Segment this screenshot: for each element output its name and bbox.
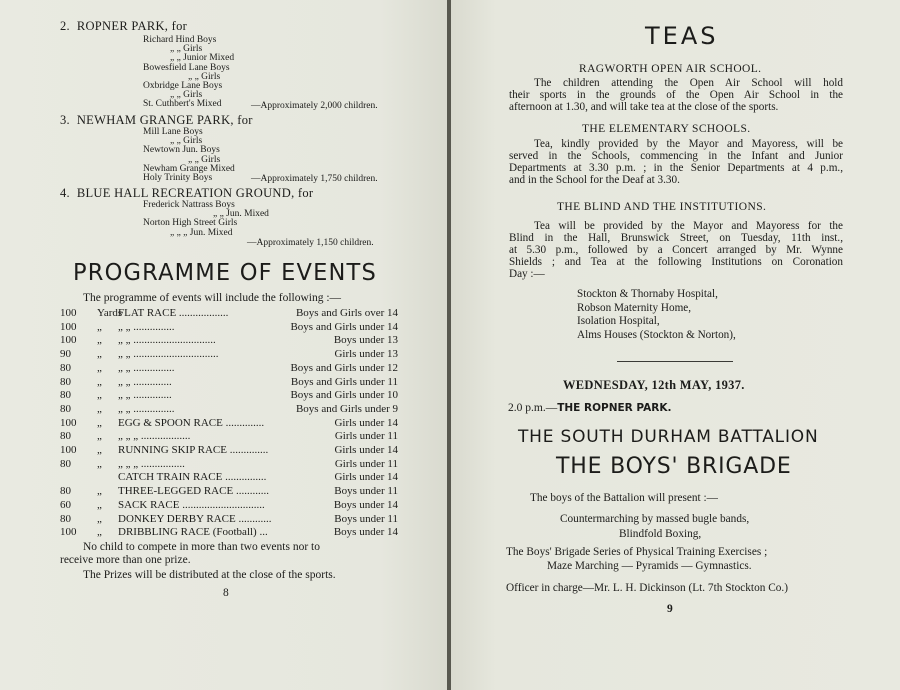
right-page bbox=[451, 0, 900, 690]
leader-dots: ............... bbox=[133, 361, 175, 374]
event-category: Boys and Girls under 12 bbox=[290, 361, 398, 374]
page-number: 8 bbox=[223, 587, 229, 599]
leader-dots: ............... bbox=[133, 402, 175, 415]
event-unit: Yards bbox=[97, 307, 123, 319]
page-number: 9 bbox=[667, 603, 673, 615]
event-distance: 100 bbox=[60, 526, 77, 539]
event-row bbox=[60, 403, 398, 417]
event-category: Boys and Girls over 14 bbox=[295, 307, 398, 319]
event-row bbox=[60, 307, 398, 321]
school-list: Richard Hind Boys „ „ Girls „ „ Junior Mixed Bowesfield Lane Boys „ „ Girls Oxbridge Lane Boys „ „ Girls St. Cuthbert's Mixed bbox=[143, 35, 235, 110]
section-text: The children attending the Open Air School will hold their sports in the grounds of the Open Air School in the afternoon at 1.30, and will take tea at the close of the sports. bbox=[509, 77, 843, 113]
leader-dots: .............. bbox=[133, 375, 172, 388]
event-row bbox=[60, 348, 398, 362]
event-name-wrap bbox=[118, 321, 175, 334]
event-row bbox=[60, 376, 398, 390]
event-distance: 80 bbox=[60, 457, 71, 470]
leader-dots: .............. bbox=[133, 389, 172, 402]
leader-dots: ............... bbox=[133, 320, 175, 333]
event-row bbox=[60, 526, 398, 540]
event-category: Girls under 14 bbox=[334, 416, 398, 429]
park-heading: 4. BLUE HALL RECREATION GROUND, for bbox=[60, 186, 314, 200]
event-category: Boys and Girls under 10 bbox=[290, 389, 398, 402]
event-unit: „ bbox=[97, 348, 102, 361]
event-name-wrap bbox=[118, 458, 185, 471]
event-unit: „ bbox=[97, 402, 102, 415]
event-distance: 90 bbox=[60, 348, 71, 361]
event-row bbox=[60, 499, 398, 513]
event-name: „ „ bbox=[118, 375, 131, 388]
park-heading: 3. NEWHAM GRANGE PARK, for bbox=[60, 113, 253, 127]
event-name-wrap bbox=[118, 348, 219, 361]
event-distance: 100 bbox=[60, 307, 77, 319]
event-name: „ „ bbox=[118, 334, 131, 347]
approx-children: —Approximately 1,750 children. bbox=[251, 174, 378, 184]
leader-dots: ... bbox=[259, 526, 268, 539]
rule-note: No child to compete in more than two events nor to bbox=[83, 541, 320, 553]
leader-dots: .............. bbox=[229, 444, 269, 456]
leader-dots: .................. bbox=[178, 307, 229, 319]
event-unit: „ bbox=[97, 430, 102, 443]
event-name: „ „ „ bbox=[118, 430, 139, 443]
event-distance: 80 bbox=[60, 361, 71, 374]
event-distance: 100 bbox=[60, 334, 77, 347]
event-name: SACK RACE bbox=[118, 498, 180, 511]
event-category: Boys and Girls under 11 bbox=[290, 375, 398, 388]
programme-item: Blindfold Boxing, bbox=[619, 528, 702, 540]
event-category: Girls under 14 bbox=[334, 444, 398, 456]
programme-item: The Boys' Brigade Series of Physical Training Exercises ; bbox=[506, 546, 768, 558]
event-category: Boys under 11 bbox=[334, 485, 398, 498]
event-unit: „ bbox=[97, 485, 102, 498]
event-category: Girls under 13 bbox=[334, 348, 398, 361]
event-name-wrap bbox=[118, 526, 268, 539]
event-distance: 60 bbox=[60, 498, 71, 511]
event-unit: „ bbox=[97, 320, 102, 333]
event-row bbox=[60, 513, 398, 527]
event-name-wrap bbox=[118, 403, 175, 416]
event-unit: „ bbox=[97, 375, 102, 388]
programme-item: Countermarching by massed bugle bands, bbox=[560, 513, 750, 525]
event-time: 2.0 p.m.—THE ROPNER PARK. bbox=[508, 402, 672, 414]
event-unit: „ bbox=[97, 512, 102, 525]
event-name-wrap bbox=[118, 334, 216, 347]
officer-in-charge: Officer in charge—Mr. L. H. Dickinson (Lt. 7th Stockton Co.) bbox=[506, 582, 788, 594]
event-category: Boys under 14 bbox=[333, 498, 398, 511]
approx-children: —Approximately 2,000 children. bbox=[251, 100, 378, 111]
event-unit: „ bbox=[97, 389, 102, 402]
event-row bbox=[60, 321, 398, 335]
brigade-title: THE BOYS' BRIGADE bbox=[556, 454, 792, 479]
event-date: WEDNESDAY, 12th MAY, 1937. bbox=[563, 378, 745, 392]
event-row bbox=[60, 444, 398, 458]
event-category: Girls under 14 bbox=[334, 471, 398, 484]
park-heading: 2. ROPNER PARK, for bbox=[60, 19, 188, 33]
event-name: FLAT RACE bbox=[118, 307, 177, 319]
leader-dots: ............................... bbox=[133, 348, 219, 361]
event-unit: „ bbox=[97, 457, 102, 470]
event-category: Boys under 14 bbox=[333, 526, 398, 539]
event-row bbox=[60, 334, 398, 348]
event-name: CATCH TRAIN RACE bbox=[118, 471, 223, 484]
event-name: EGG & SPOON RACE bbox=[118, 416, 223, 429]
leader-dots: .............................. bbox=[182, 498, 265, 511]
leader-dots: .............. bbox=[225, 416, 265, 429]
event-category: Boys under 11 bbox=[334, 512, 398, 525]
event-name-wrap bbox=[118, 307, 228, 320]
school-list: Frederick Nattrass Boys „ „ Jun. Mixed Norton High Street Girls „ „ „ Jun. Mixed bbox=[143, 200, 269, 238]
event-row bbox=[60, 471, 398, 485]
event-name-wrap bbox=[118, 430, 190, 443]
event-name-wrap bbox=[118, 417, 264, 430]
event-row bbox=[60, 389, 398, 403]
event-name: „ „ bbox=[118, 402, 131, 415]
event-unit: „ bbox=[97, 334, 102, 347]
event-name: RUNNING SKIP RACE bbox=[118, 444, 227, 456]
event-unit: „ bbox=[97, 526, 102, 539]
event-name: „ „ „ bbox=[118, 457, 139, 470]
programme-intro: The programme of events will include the following :— bbox=[83, 292, 342, 304]
rule-note-cont: receive more than one prize. bbox=[60, 554, 191, 566]
divider bbox=[617, 361, 733, 362]
event-distance: 80 bbox=[60, 389, 71, 402]
school-list: Mill Lane Boys „ „ Girls Newtown Jun. Boys „ „ Girls Newham Grange Mixed Holy Trinity Boys bbox=[143, 127, 235, 183]
event-name-wrap bbox=[118, 389, 172, 402]
event-unit: „ bbox=[97, 416, 102, 429]
event-distance: 80 bbox=[60, 430, 71, 443]
programme-title: PROGRAMME OF EVENTS bbox=[73, 260, 377, 286]
event-name-wrap bbox=[118, 513, 272, 526]
event-row bbox=[60, 485, 398, 499]
event-unit: „ bbox=[97, 498, 102, 511]
approx-children: —Approximately 1,150 children. bbox=[247, 238, 374, 248]
event-distance: 80 bbox=[60, 485, 71, 498]
section-text: Tea, kindly provided by the Mayor and Mayoress, will be served in the Schools, commencing in the Infant and Junior Departments at 3.30 p.m. ; in the Senior Departments at 4 p.m., and in the School for the Deaf at 3.30. bbox=[509, 138, 843, 186]
leader-dots: .............................. bbox=[133, 334, 216, 347]
prizes-note: The Prizes will be distributed at the close of the sports. bbox=[83, 569, 336, 581]
event-name-wrap bbox=[118, 444, 268, 457]
leader-dots: .................. bbox=[140, 430, 191, 443]
event-row bbox=[60, 458, 398, 472]
left-page bbox=[0, 0, 447, 690]
event-distance: 100 bbox=[60, 320, 77, 333]
event-name: „ „ bbox=[118, 361, 131, 374]
event-name-wrap bbox=[118, 499, 265, 512]
leader-dots: ............ bbox=[235, 485, 269, 498]
event-unit: „ bbox=[97, 361, 102, 374]
event-category: Boys under 13 bbox=[333, 334, 398, 347]
leader-dots: ............ bbox=[238, 512, 272, 525]
event-name-wrap bbox=[118, 376, 172, 389]
event-distance: 100 bbox=[60, 416, 77, 429]
event-name-wrap bbox=[118, 362, 175, 375]
leader-dots: ............... bbox=[225, 471, 267, 484]
event-category: Girls under 11 bbox=[334, 457, 398, 470]
present-intro: The boys of the Battalion will present :— bbox=[530, 492, 718, 504]
event-name: THREE-LEGGED RACE bbox=[118, 485, 234, 498]
event-category: Girls under 11 bbox=[334, 430, 398, 443]
event-distance: 80 bbox=[60, 375, 71, 388]
event-name: DRIBBLING RACE (Football) bbox=[118, 526, 257, 539]
event-row bbox=[60, 417, 398, 431]
event-distance: 80 bbox=[60, 402, 71, 415]
event-name: DONKEY DERBY RACE bbox=[118, 512, 236, 525]
teas-title: TEAS bbox=[645, 22, 719, 50]
event-name-wrap bbox=[118, 471, 266, 484]
event-distance: 80 bbox=[60, 512, 71, 525]
event-name: „ „ bbox=[118, 389, 131, 402]
event-category: Boys and Girls under 9 bbox=[295, 402, 398, 415]
programme-item: Maze Marching — Pyramids — Gymnastics. bbox=[547, 560, 752, 572]
battalion-title: THE SOUTH DURHAM BATTALION bbox=[518, 427, 819, 447]
event-name: „ „ bbox=[118, 320, 131, 333]
section-text: Tea will be provided by the Mayor and Mayoress for the Blind in the Hall, Brunswick Street, on Tuesday, 11th inst., at 5.30 p.m., followed by a Concert arranged by Mr. Wynne Shields ; and Tea at the following Institutions on Coronation Day :— bbox=[509, 220, 843, 280]
section-heading: RAGWORTH OPEN AIR SCHOOL. bbox=[579, 63, 762, 75]
event-name: „ „ bbox=[118, 348, 131, 361]
leader-dots: ................ bbox=[140, 457, 185, 470]
section-heading: THE ELEMENTARY SCHOOLS. bbox=[582, 123, 751, 135]
event-row bbox=[60, 362, 398, 376]
event-unit: „ bbox=[97, 444, 102, 456]
event-distance: 100 bbox=[60, 444, 77, 456]
section-heading: THE BLIND AND THE INSTITUTIONS. bbox=[557, 201, 767, 213]
institutions-list: Stockton & Thornaby Hospital, Robson Maternity Home, Isolation Hospital, Alms Houses (Stockton & Norton), bbox=[577, 288, 736, 342]
event-name-wrap bbox=[118, 485, 269, 498]
event-category: Boys and Girls under 14 bbox=[290, 320, 398, 333]
event-row bbox=[60, 430, 398, 444]
